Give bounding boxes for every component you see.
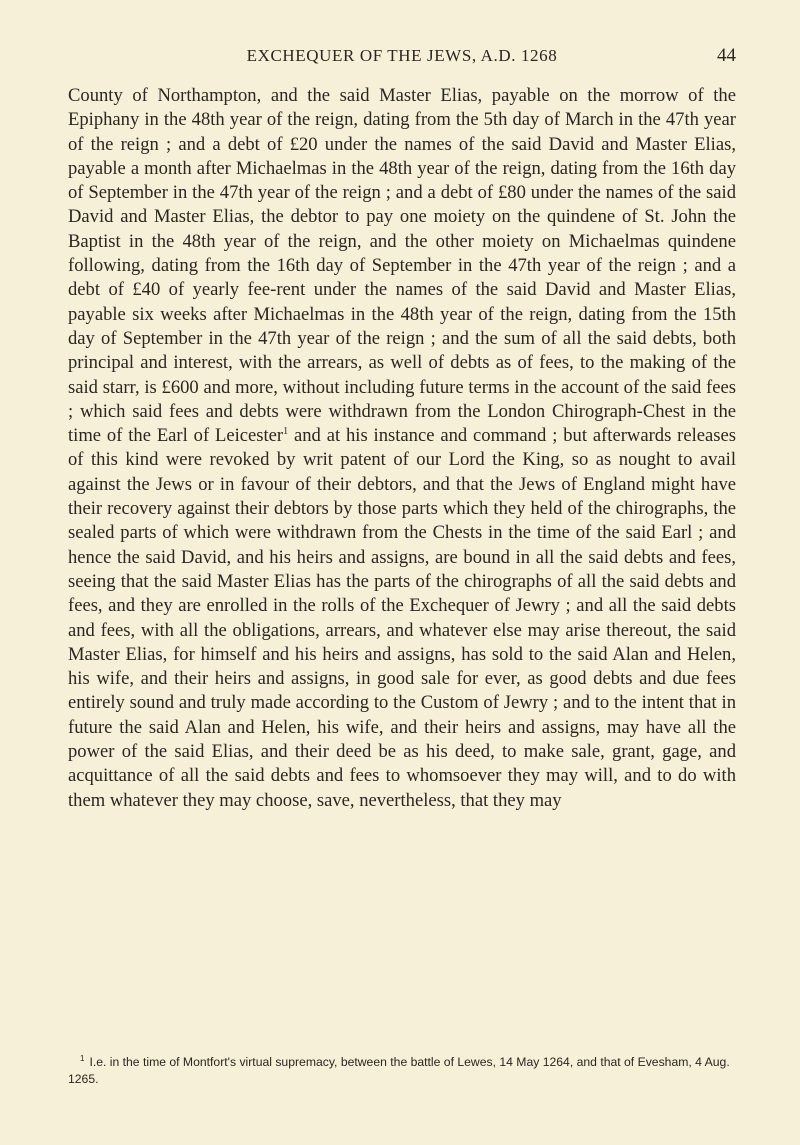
running-title: EXCHEQUER OF THE JEWS, A.D. 1268 (246, 46, 558, 65)
page-number: 44 (717, 45, 736, 66)
footnote-mark: 1 (80, 1054, 85, 1063)
body-text-part-1: County of Northampton, and the said Master Elias, payable on the morrow of the Epiphany in the 48th year of the reign, dating from the 5th day of March in the 47th year of the reign ; and a debt of £20 under the names of the said David and Master Elias, payable a month after Michaelmas in the 48th year of the reign, dating from the 16th day of September in the 47th year of the reign ; and a debt of £80 under the names of the said David and Master Elias, the debtor to pay one moiety on the quindene of St. John the Baptist in the 48th year of the reign, and the other moiety on Michaelmas quindene following, dating from the 16th day of September in the 47th year of the reign ; and a debt of £40 of yearly fee-rent under the names of the said David and Master Elias, payable six weeks after Michaelmas in the 48th year of the reign, dating from the 15th day of September in the 47th year of the reign ; and the sum of all the said debts, both principal and interest, with the arrears, as well of debts as of fees, to the making of the said starr, is £600 and more, without including future terms in the account of the said fees ; which said fees and debts were withdrawn from the London Chirograph-Chest in the time of the Earl of Leicester (68, 85, 736, 447)
body-paragraph (68, 84, 736, 813)
footnote-reference: 1 (283, 426, 289, 438)
footnote (68, 1050, 736, 1088)
footnote-text: I.e. in the time of Montfort's virtual supremacy, between the battle of Lewes, 14 May 1264, and that of Evesham, 4 Aug. 1265. (68, 1055, 730, 1086)
running-head (68, 46, 736, 72)
body-text-part-2: and at his instance and command ; but afterwards releases of this kind were revoked by writ patent of our Lord the King, so as nought to avail against the Jews or in favour of their debtors, and that the Jews of England might have their recovery against their debtors by those parts which they held of the chirographs, the sealed parts of which were withdrawn from the Chests in the time of the said Earl ; and hence the said David, and his heirs and assigns, are bound in all the said debts and fees, seeing that the said Master Elias has the parts of the chirographs of all the said debts and fees, and they are enrolled in the rolls of the Exchequer of Jewry ; and all the said debts and fees, with all the obligations, arrears, and whatever else may arise thereout, the said Master Elias, for himself and his heirs and assigns, has sold to the said Alan and Helen, his wife, and their heirs and assigns, in good sale for ever, as good debts and due fees entirely sound and truly made according to the Custom of Jewry ; and to the intent that in future the said Alan and Helen, his wife, and their heirs and assigns, may have all the power of the said Elias, and their deed be as his deed, to make sale, grant, gage, and acquittance of all the said debts and fees to whomsoever they may will, and to do with them whatever they may choose, save, nevertheless, that they may (68, 425, 736, 811)
